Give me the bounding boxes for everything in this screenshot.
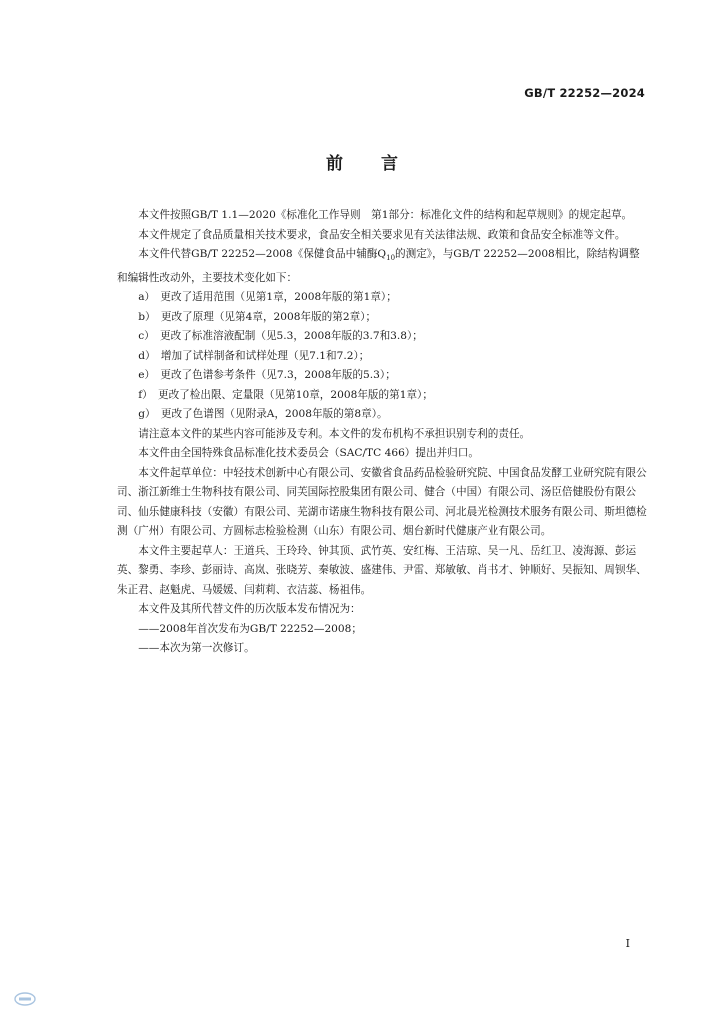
replacement-text-before: 本文件代替GB/T 22252—2008《保健食品中辅酶Q [138, 248, 387, 260]
paragraph-drafters: 本文件主要起草人：王道兵、王玲玲、钟其顶、武竹英、安红梅、王洁琼、吴一凡、岳红卫、凌海源、彭运英、黎勇、李珍、彭丽诗、高岚、张晓芳、秦敏波、盛建伟、尹雷、郑敏敏、肖书才、钟顺好、吴振知、周钡华、朱正君、赵魁虎、马媛媛、闫莉莉、衣洁蕊、杨祖伟。 [117, 544, 647, 596]
paragraph-drafting-units: 本文件起草单位：中轻技术创新中心有限公司、安徽省食品药品检验研究院、中国食品发酵工业研究院有限公司、浙江新维士生物科技有限公司、同芙国际控股集团有限公司、健合（中国）有限公司、汤臣倍健股份有限公司、仙乐健康科技（安徽）有限公司、芜湖市诺康生物科技有限公司、河北晨光检测技术服务有限公司、斯坦德检测（广州）有限公司、方圆标志检验检测（山东）有限公司、烟台新时代健康产业有限公司。 [117, 466, 647, 538]
change-item-c: c） 更改了标准溶液配制（见5.3，2008年版的3.7和3.8）； [138, 330, 423, 343]
document-body [117, 206, 649, 659]
paragraph-committee: 本文件由全国特殊食品标准化技术委员会（SAC/TC 466）提出并归口。 [138, 447, 479, 460]
history-item-first: ——2008年首次发布为GB/T 22252—2008； [138, 622, 362, 635]
q10-subscript: 10 [386, 254, 396, 263]
change-item-e: e） 更改了色谱参考条件（见7.3，2008年版的5.3）； [138, 369, 396, 382]
paragraph-patent-notice: 请注意本文件的某些内容可能涉及专利。本文件的发布机构不承担识别专利的责任。 [138, 427, 531, 440]
paragraph-drafting-rules: 本文件按照GB/T 1.1—2020《标准化工作导则 第1部分：标准化文件的结构和起草规则》的规定起草。 [138, 209, 633, 221]
paragraph-replacement [117, 245, 649, 288]
page-title: 前言 [326, 154, 436, 174]
change-item-f: f） 更改了检出限、定量限（见第10章，2008年版的第1章）； [138, 388, 433, 401]
paragraph-scope-note: 本文件规定了食品质量相关技术要求，食品安全相关要求见有关法律法规、政策和食品安全标准等文件。 [138, 228, 626, 241]
change-item-g: g） 更改了色谱图（见附录A，2008年版的第8章）。 [138, 408, 388, 421]
paragraph-history-intro: 本文件及其所代替文件的历次版本发布情况为： [138, 603, 361, 616]
replacement-text-after: 的测定》，与GB/T 22252—2008相比，除结构调整和编辑性改动外，主要技术变化如下： [117, 248, 640, 284]
change-item-a: a） 更改了适用范围（见第1章，2008年版的第1章）； [138, 291, 397, 304]
change-item-b: b） 更改了原理（见第4章，2008年版的第2章）； [138, 310, 377, 323]
sac-logo-icon [14, 992, 36, 1006]
standard-code: GB/T 22252—2024 [524, 86, 645, 100]
history-item-revision: ——本次为第一次修订。 [138, 642, 255, 655]
change-item-d: d） 增加了试样制备和试样处理（见7.1和7.2）； [138, 349, 370, 362]
page-number: I [625, 937, 630, 950]
